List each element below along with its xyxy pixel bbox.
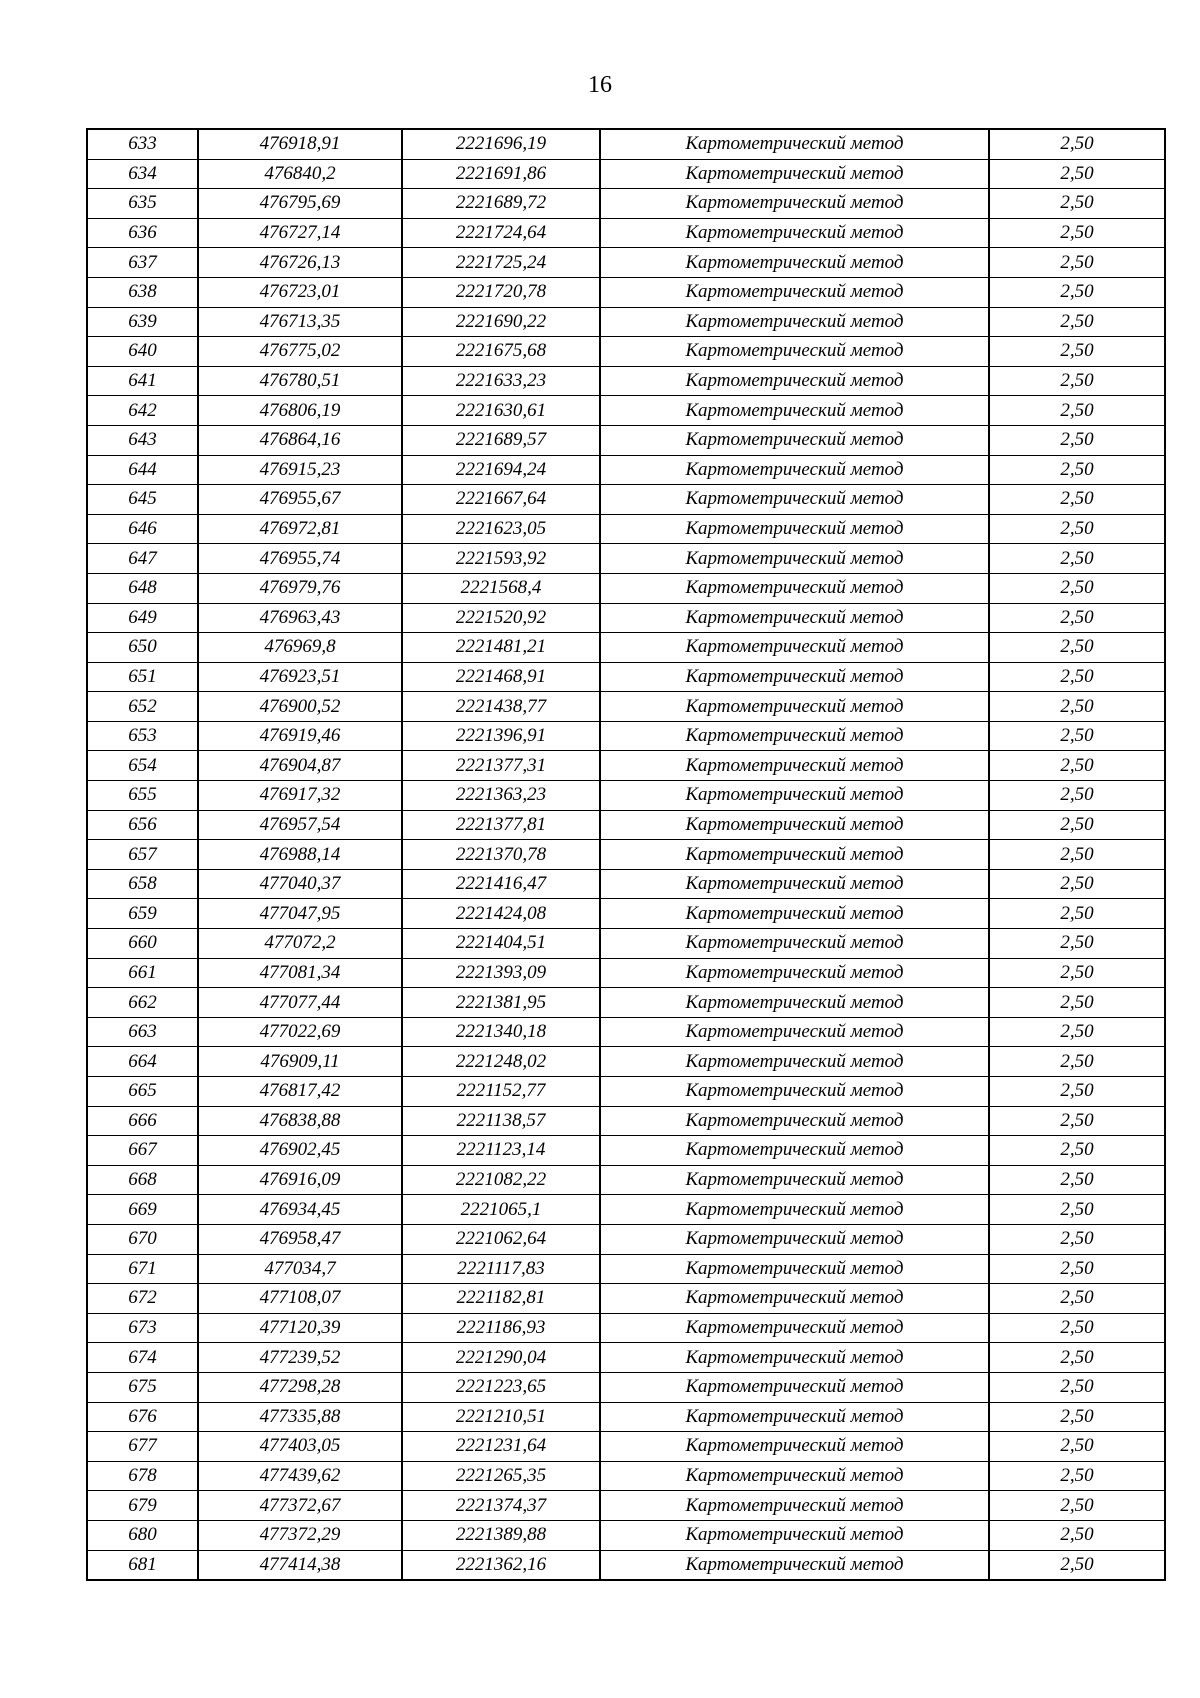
method-cell: Картометрический метод <box>600 1224 989 1254</box>
point-number-cell: 665 <box>87 1077 198 1107</box>
y-coordinate-cell: 2221210,51 <box>402 1402 600 1432</box>
method-cell: Картометрический метод <box>600 1165 989 1195</box>
method-cell: Картометрический метод <box>600 869 989 899</box>
method-cell: Картометрический метод <box>600 988 989 1018</box>
y-coordinate-cell: 2221362,16 <box>402 1550 600 1580</box>
x-coordinate-cell: 476915,23 <box>198 455 402 485</box>
accuracy-cell: 2,50 <box>989 958 1165 988</box>
point-number-cell: 642 <box>87 396 198 426</box>
method-cell: Картометрический метод <box>600 1550 989 1580</box>
point-number-cell: 664 <box>87 1047 198 1077</box>
method-cell: Картометрический метод <box>600 781 989 811</box>
accuracy-cell: 2,50 <box>989 129 1165 159</box>
x-coordinate-cell: 476780,51 <box>198 366 402 396</box>
method-cell: Картометрический метод <box>600 1432 989 1462</box>
y-coordinate-cell: 2221265,35 <box>402 1461 600 1491</box>
point-number-cell: 657 <box>87 840 198 870</box>
x-coordinate-cell: 476713,35 <box>198 307 402 337</box>
method-cell: Картометрический метод <box>600 1136 989 1166</box>
accuracy-cell: 2,50 <box>989 633 1165 663</box>
point-number-cell: 660 <box>87 929 198 959</box>
y-coordinate-cell: 2221404,51 <box>402 929 600 959</box>
x-coordinate-cell: 476934,45 <box>198 1195 402 1225</box>
y-coordinate-cell: 2221633,23 <box>402 366 600 396</box>
accuracy-cell: 2,50 <box>989 929 1165 959</box>
y-coordinate-cell: 2221568,4 <box>402 573 600 603</box>
x-coordinate-cell: 476904,87 <box>198 751 402 781</box>
table-row <box>87 277 1165 307</box>
y-coordinate-cell: 2221082,22 <box>402 1165 600 1195</box>
point-number-cell: 638 <box>87 277 198 307</box>
y-coordinate-cell: 2221123,14 <box>402 1136 600 1166</box>
y-coordinate-cell: 2221481,21 <box>402 633 600 663</box>
page-number: 16 <box>588 72 612 98</box>
y-coordinate-cell: 2221152,77 <box>402 1077 600 1107</box>
accuracy-cell: 2,50 <box>989 603 1165 633</box>
y-coordinate-cell: 2221186,93 <box>402 1313 600 1343</box>
method-cell: Картометрический метод <box>600 1372 989 1402</box>
accuracy-cell: 2,50 <box>989 396 1165 426</box>
accuracy-cell: 2,50 <box>989 337 1165 367</box>
point-number-cell: 669 <box>87 1195 198 1225</box>
method-cell: Картометрический метод <box>600 1402 989 1432</box>
table-row <box>87 337 1165 367</box>
point-number-cell: 666 <box>87 1106 198 1136</box>
x-coordinate-cell: 476817,42 <box>198 1077 402 1107</box>
method-cell: Картометрический метод <box>600 337 989 367</box>
accuracy-cell: 2,50 <box>989 1461 1165 1491</box>
table-row <box>87 958 1165 988</box>
table-row <box>87 899 1165 929</box>
x-coordinate-cell: 476957,54 <box>198 810 402 840</box>
method-cell: Картометрический метод <box>600 603 989 633</box>
table-row <box>87 1195 1165 1225</box>
table-row <box>87 1017 1165 1047</box>
accuracy-cell: 2,50 <box>989 899 1165 929</box>
table-row <box>87 1372 1165 1402</box>
x-coordinate-cell: 476979,76 <box>198 573 402 603</box>
table-row <box>87 514 1165 544</box>
table-row <box>87 781 1165 811</box>
method-cell: Картометрический метод <box>600 1284 989 1314</box>
x-coordinate-cell: 477081,34 <box>198 958 402 988</box>
point-number-cell: 635 <box>87 189 198 219</box>
accuracy-cell: 2,50 <box>989 1254 1165 1284</box>
method-cell: Картометрический метод <box>600 218 989 248</box>
table-row <box>87 1402 1165 1432</box>
accuracy-cell: 2,50 <box>989 662 1165 692</box>
accuracy-cell: 2,50 <box>989 840 1165 870</box>
table-row <box>87 425 1165 455</box>
table-row <box>87 1136 1165 1166</box>
x-coordinate-cell: 476726,13 <box>198 248 402 278</box>
y-coordinate-cell: 2221396,91 <box>402 721 600 751</box>
accuracy-cell: 2,50 <box>989 1520 1165 1550</box>
x-coordinate-cell: 476917,32 <box>198 781 402 811</box>
x-coordinate-cell: 477335,88 <box>198 1402 402 1432</box>
point-number-cell: 651 <box>87 662 198 692</box>
table-row <box>87 1550 1165 1580</box>
point-number-cell: 633 <box>87 129 198 159</box>
x-coordinate-cell: 476806,19 <box>198 396 402 426</box>
point-number-cell: 639 <box>87 307 198 337</box>
table-row <box>87 455 1165 485</box>
method-cell: Картометрический метод <box>600 189 989 219</box>
y-coordinate-cell: 2221630,61 <box>402 396 600 426</box>
point-number-cell: 636 <box>87 218 198 248</box>
point-number-cell: 655 <box>87 781 198 811</box>
table-row <box>87 1461 1165 1491</box>
method-cell: Картометрический метод <box>600 573 989 603</box>
method-cell: Картометрический метод <box>600 1254 989 1284</box>
accuracy-cell: 2,50 <box>989 1195 1165 1225</box>
x-coordinate-cell: 476972,81 <box>198 514 402 544</box>
y-coordinate-cell: 2221138,57 <box>402 1106 600 1136</box>
point-number-cell: 671 <box>87 1254 198 1284</box>
y-coordinate-cell: 2221363,23 <box>402 781 600 811</box>
accuracy-cell: 2,50 <box>989 1136 1165 1166</box>
x-coordinate-cell: 477077,44 <box>198 988 402 1018</box>
accuracy-cell: 2,50 <box>989 514 1165 544</box>
x-coordinate-cell: 476963,43 <box>198 603 402 633</box>
method-cell: Картометрический метод <box>600 1461 989 1491</box>
method-cell: Картометрический метод <box>600 1106 989 1136</box>
method-cell: Картометрический метод <box>600 1017 989 1047</box>
y-coordinate-cell: 2221223,65 <box>402 1372 600 1402</box>
accuracy-cell: 2,50 <box>989 1343 1165 1373</box>
method-cell: Картометрический метод <box>600 662 989 692</box>
y-coordinate-cell: 2221231,64 <box>402 1432 600 1462</box>
table-row <box>87 1432 1165 1462</box>
y-coordinate-cell: 2221689,72 <box>402 189 600 219</box>
method-cell: Картометрический метод <box>600 248 989 278</box>
point-number-cell: 646 <box>87 514 198 544</box>
point-number-cell: 663 <box>87 1017 198 1047</box>
accuracy-cell: 2,50 <box>989 1284 1165 1314</box>
x-coordinate-cell: 476727,14 <box>198 218 402 248</box>
table-row <box>87 1313 1165 1343</box>
point-number-cell: 654 <box>87 751 198 781</box>
table-row <box>87 869 1165 899</box>
x-coordinate-cell: 476838,88 <box>198 1106 402 1136</box>
table-row <box>87 1106 1165 1136</box>
y-coordinate-cell: 2221065,1 <box>402 1195 600 1225</box>
point-number-cell: 677 <box>87 1432 198 1462</box>
method-cell: Картометрический метод <box>600 751 989 781</box>
x-coordinate-cell: 476902,45 <box>198 1136 402 1166</box>
accuracy-cell: 2,50 <box>989 1491 1165 1521</box>
table-row <box>87 1077 1165 1107</box>
table-row <box>87 988 1165 1018</box>
method-cell: Картометрический метод <box>600 1491 989 1521</box>
accuracy-cell: 2,50 <box>989 692 1165 722</box>
table-row <box>87 1165 1165 1195</box>
x-coordinate-cell: 476775,02 <box>198 337 402 367</box>
x-coordinate-cell: 476918,91 <box>198 129 402 159</box>
table-row <box>87 840 1165 870</box>
method-cell: Картометрический метод <box>600 277 989 307</box>
point-number-cell: 661 <box>87 958 198 988</box>
table-row <box>87 1254 1165 1284</box>
point-number-cell: 641 <box>87 366 198 396</box>
y-coordinate-cell: 2221381,95 <box>402 988 600 1018</box>
method-cell: Картометрический метод <box>600 810 989 840</box>
accuracy-cell: 2,50 <box>989 1224 1165 1254</box>
point-number-cell: 643 <box>87 425 198 455</box>
accuracy-cell: 2,50 <box>989 810 1165 840</box>
point-number-cell: 640 <box>87 337 198 367</box>
point-number-cell: 648 <box>87 573 198 603</box>
table-row <box>87 692 1165 722</box>
y-coordinate-cell: 2221689,57 <box>402 425 600 455</box>
method-cell: Картометрический метод <box>600 514 989 544</box>
point-number-cell: 674 <box>87 1343 198 1373</box>
point-number-cell: 645 <box>87 485 198 515</box>
point-number-cell: 652 <box>87 692 198 722</box>
x-coordinate-cell: 476909,11 <box>198 1047 402 1077</box>
x-coordinate-cell: 477372,29 <box>198 1520 402 1550</box>
y-coordinate-cell: 2221416,47 <box>402 869 600 899</box>
table-row <box>87 129 1165 159</box>
x-coordinate-cell: 477072,2 <box>198 929 402 959</box>
method-cell: Картометрический метод <box>600 840 989 870</box>
point-number-cell: 672 <box>87 1284 198 1314</box>
x-coordinate-cell: 477403,05 <box>198 1432 402 1462</box>
y-coordinate-cell: 2221340,18 <box>402 1017 600 1047</box>
y-coordinate-cell: 2221725,24 <box>402 248 600 278</box>
point-number-cell: 662 <box>87 988 198 1018</box>
point-number-cell: 653 <box>87 721 198 751</box>
table-row <box>87 1284 1165 1314</box>
y-coordinate-cell: 2221724,64 <box>402 218 600 248</box>
y-coordinate-cell: 2221691,86 <box>402 159 600 189</box>
y-coordinate-cell: 2221593,92 <box>402 544 600 574</box>
y-coordinate-cell: 2221520,92 <box>402 603 600 633</box>
accuracy-cell: 2,50 <box>989 544 1165 574</box>
point-number-cell: 667 <box>87 1136 198 1166</box>
method-cell: Картометрический метод <box>600 633 989 663</box>
y-coordinate-cell: 2221374,37 <box>402 1491 600 1521</box>
table-row <box>87 1224 1165 1254</box>
x-coordinate-cell: 477022,69 <box>198 1017 402 1047</box>
method-cell: Картометрический метод <box>600 366 989 396</box>
accuracy-cell: 2,50 <box>989 1432 1165 1462</box>
method-cell: Картометрический метод <box>600 1195 989 1225</box>
x-coordinate-cell: 477108,07 <box>198 1284 402 1314</box>
point-number-cell: 678 <box>87 1461 198 1491</box>
method-cell: Картометрический метод <box>600 129 989 159</box>
x-coordinate-cell: 477239,52 <box>198 1343 402 1373</box>
method-cell: Картометрический метод <box>600 1313 989 1343</box>
x-coordinate-cell: 476958,47 <box>198 1224 402 1254</box>
point-number-cell: 681 <box>87 1550 198 1580</box>
x-coordinate-cell: 476864,16 <box>198 425 402 455</box>
accuracy-cell: 2,50 <box>989 1372 1165 1402</box>
method-cell: Картометрический метод <box>600 307 989 337</box>
table-row <box>87 248 1165 278</box>
table-row <box>87 603 1165 633</box>
y-coordinate-cell: 2221370,78 <box>402 840 600 870</box>
table-row <box>87 1491 1165 1521</box>
method-cell: Картометрический метод <box>600 485 989 515</box>
method-cell: Картометрический метод <box>600 159 989 189</box>
table-row <box>87 218 1165 248</box>
method-cell: Картометрический метод <box>600 544 989 574</box>
method-cell: Картометрический метод <box>600 1047 989 1077</box>
x-coordinate-cell: 477298,28 <box>198 1372 402 1402</box>
point-number-cell: 634 <box>87 159 198 189</box>
table-row <box>87 307 1165 337</box>
y-coordinate-cell: 2221690,22 <box>402 307 600 337</box>
accuracy-cell: 2,50 <box>989 781 1165 811</box>
accuracy-cell: 2,50 <box>989 1017 1165 1047</box>
y-coordinate-cell: 2221424,08 <box>402 899 600 929</box>
method-cell: Картометрический метод <box>600 721 989 751</box>
y-coordinate-cell: 2221377,31 <box>402 751 600 781</box>
table-row <box>87 929 1165 959</box>
x-coordinate-cell: 477414,38 <box>198 1550 402 1580</box>
accuracy-cell: 2,50 <box>989 455 1165 485</box>
accuracy-cell: 2,50 <box>989 189 1165 219</box>
x-coordinate-cell: 477047,95 <box>198 899 402 929</box>
table-row <box>87 721 1165 751</box>
point-number-cell: 680 <box>87 1520 198 1550</box>
accuracy-cell: 2,50 <box>989 425 1165 455</box>
method-cell: Картометрический метод <box>600 1520 989 1550</box>
point-number-cell: 675 <box>87 1372 198 1402</box>
x-coordinate-cell: 476969,8 <box>198 633 402 663</box>
point-number-cell: 670 <box>87 1224 198 1254</box>
point-number-cell: 656 <box>87 810 198 840</box>
point-number-cell: 679 <box>87 1491 198 1521</box>
y-coordinate-cell: 2221062,64 <box>402 1224 600 1254</box>
x-coordinate-cell: 477034,7 <box>198 1254 402 1284</box>
accuracy-cell: 2,50 <box>989 1047 1165 1077</box>
y-coordinate-cell: 2221667,64 <box>402 485 600 515</box>
accuracy-cell: 2,50 <box>989 1165 1165 1195</box>
point-number-cell: 644 <box>87 455 198 485</box>
accuracy-cell: 2,50 <box>989 218 1165 248</box>
y-coordinate-cell: 2221438,77 <box>402 692 600 722</box>
table-row <box>87 485 1165 515</box>
accuracy-cell: 2,50 <box>989 277 1165 307</box>
y-coordinate-cell: 2221468,91 <box>402 662 600 692</box>
y-coordinate-cell: 2221696,19 <box>402 129 600 159</box>
table-row <box>87 810 1165 840</box>
method-cell: Картометрический метод <box>600 899 989 929</box>
y-coordinate-cell: 2221694,24 <box>402 455 600 485</box>
y-coordinate-cell: 2221720,78 <box>402 277 600 307</box>
point-number-cell: 649 <box>87 603 198 633</box>
x-coordinate-cell: 476988,14 <box>198 840 402 870</box>
y-coordinate-cell: 2221393,09 <box>402 958 600 988</box>
coordinates-table-body <box>87 129 1165 1580</box>
x-coordinate-cell: 476955,74 <box>198 544 402 574</box>
x-coordinate-cell: 477439,62 <box>198 1461 402 1491</box>
x-coordinate-cell: 477120,39 <box>198 1313 402 1343</box>
table-row <box>87 633 1165 663</box>
y-coordinate-cell: 2221675,68 <box>402 337 600 367</box>
accuracy-cell: 2,50 <box>989 1106 1165 1136</box>
x-coordinate-cell: 476916,09 <box>198 1165 402 1195</box>
x-coordinate-cell: 476723,01 <box>198 277 402 307</box>
x-coordinate-cell: 476955,67 <box>198 485 402 515</box>
table-row <box>87 751 1165 781</box>
accuracy-cell: 2,50 <box>989 1550 1165 1580</box>
table-row <box>87 1047 1165 1077</box>
accuracy-cell: 2,50 <box>989 988 1165 1018</box>
coordinates-table <box>86 128 1166 1581</box>
y-coordinate-cell: 2221377,81 <box>402 810 600 840</box>
method-cell: Картометрический метод <box>600 692 989 722</box>
accuracy-cell: 2,50 <box>989 159 1165 189</box>
x-coordinate-cell: 476840,2 <box>198 159 402 189</box>
accuracy-cell: 2,50 <box>989 1077 1165 1107</box>
table-row <box>87 1520 1165 1550</box>
x-coordinate-cell: 477372,67 <box>198 1491 402 1521</box>
accuracy-cell: 2,50 <box>989 721 1165 751</box>
point-number-cell: 668 <box>87 1165 198 1195</box>
y-coordinate-cell: 2221248,02 <box>402 1047 600 1077</box>
accuracy-cell: 2,50 <box>989 751 1165 781</box>
y-coordinate-cell: 2221117,83 <box>402 1254 600 1284</box>
point-number-cell: 676 <box>87 1402 198 1432</box>
x-coordinate-cell: 476900,52 <box>198 692 402 722</box>
method-cell: Картометрический метод <box>600 929 989 959</box>
x-coordinate-cell: 476919,46 <box>198 721 402 751</box>
table-row <box>87 662 1165 692</box>
table-row <box>87 1343 1165 1373</box>
point-number-cell: 650 <box>87 633 198 663</box>
accuracy-cell: 2,50 <box>989 1313 1165 1343</box>
method-cell: Картометрический метод <box>600 1077 989 1107</box>
method-cell: Картометрический метод <box>600 455 989 485</box>
table-row <box>87 366 1165 396</box>
x-coordinate-cell: 477040,37 <box>198 869 402 899</box>
x-coordinate-cell: 476795,69 <box>198 189 402 219</box>
table-row <box>87 396 1165 426</box>
y-coordinate-cell: 2221389,88 <box>402 1520 600 1550</box>
method-cell: Картометрический метод <box>600 1343 989 1373</box>
table-row <box>87 573 1165 603</box>
point-number-cell: 637 <box>87 248 198 278</box>
table-row <box>87 189 1165 219</box>
accuracy-cell: 2,50 <box>989 485 1165 515</box>
accuracy-cell: 2,50 <box>989 366 1165 396</box>
point-number-cell: 673 <box>87 1313 198 1343</box>
accuracy-cell: 2,50 <box>989 248 1165 278</box>
y-coordinate-cell: 2221182,81 <box>402 1284 600 1314</box>
x-coordinate-cell: 476923,51 <box>198 662 402 692</box>
method-cell: Картометрический метод <box>600 958 989 988</box>
y-coordinate-cell: 2221290,04 <box>402 1343 600 1373</box>
table-row <box>87 544 1165 574</box>
method-cell: Картометрический метод <box>600 425 989 455</box>
table-row <box>87 159 1165 189</box>
accuracy-cell: 2,50 <box>989 1402 1165 1432</box>
y-coordinate-cell: 2221623,05 <box>402 514 600 544</box>
point-number-cell: 658 <box>87 869 198 899</box>
point-number-cell: 647 <box>87 544 198 574</box>
accuracy-cell: 2,50 <box>989 869 1165 899</box>
accuracy-cell: 2,50 <box>989 307 1165 337</box>
accuracy-cell: 2,50 <box>989 573 1165 603</box>
point-number-cell: 659 <box>87 899 198 929</box>
method-cell: Картометрический метод <box>600 396 989 426</box>
